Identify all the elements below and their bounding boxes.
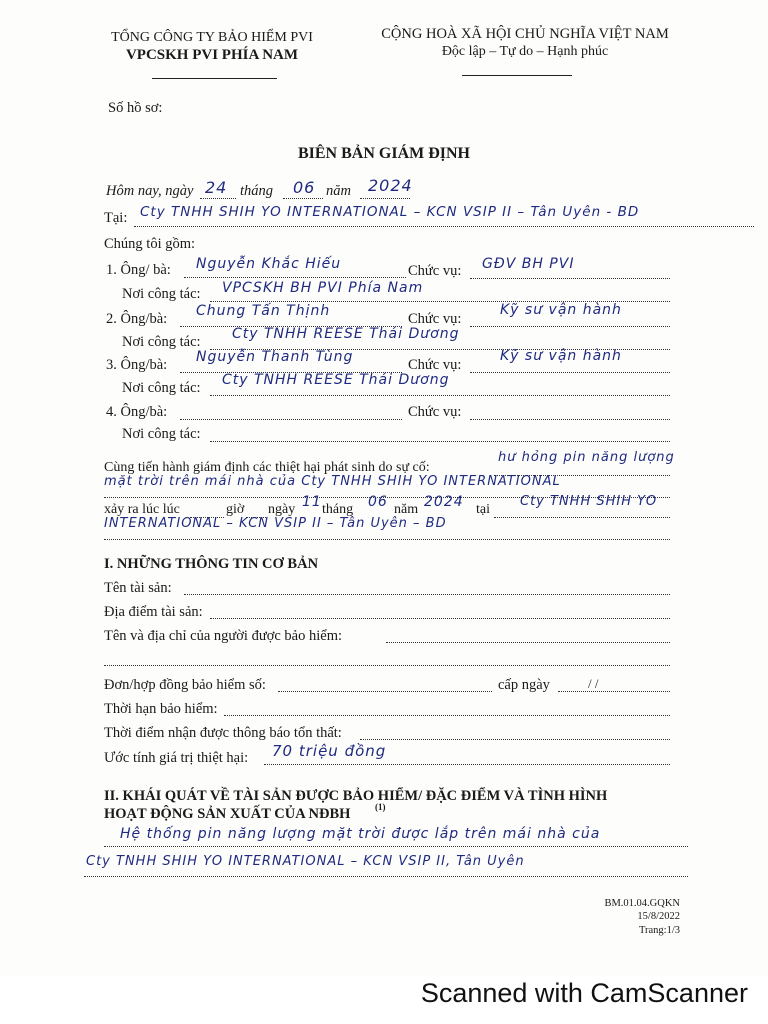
incident-value-2: mặt trời trên mái nhà của Cty TNHH SHIH YO INTERNATIONAL [104,474,561,489]
asset-name-label: Tên tài sản: [104,580,172,596]
section-2-dots-1 [104,846,688,847]
today-label: Hôm nay, ngày [106,183,194,199]
person-4-org-dots [210,441,670,442]
person-4-org-label: Nơi công tác: [122,426,201,442]
incident-day: 11 [302,494,322,510]
section-2-text-1: Hệ thống pin năng lượng mặt trời được lắp trên mái nhà của [120,826,601,842]
month-dots [283,198,323,199]
year-label: năm [326,183,351,199]
location-value: Cty TNHH SHIH YO INTERNATIONAL – KCN VSIP II – Tân Uyên - BD [140,204,640,220]
person-2-org: Cty TNHH REESE Thái Dương [232,326,460,342]
person-1-title-label: Chức vụ: [408,263,462,279]
insurance-period-label: Thời hạn bảo hiểm: [104,701,218,717]
year-value: 2024 [368,176,413,195]
issue-date-slashes: / / [588,676,599,691]
incident-place-1: Cty TNHH SHIH YO [520,494,658,509]
damage-estimate-label: Ước tính giá trị thiệt hại: [104,750,249,766]
person-4-label: 4. Ông/bà: [106,404,168,420]
person-1-name: Nguyễn Khắc Hiếu [196,256,342,272]
insurance-period-dots [224,715,670,716]
we-include-label: Chúng tôi gồm: [104,236,196,252]
form-code: BM.01.04.GQKN [604,898,680,909]
header-right-rule [462,75,572,76]
incident-place-2: INTERNATIONAL – KCN VSIP II – Tân Uyên – BD [104,516,447,531]
policy-no-label: Đơn/hợp đồng bảo hiểm số: [104,677,266,693]
person-3-org-dots [210,395,670,396]
person-3-title-dots [470,372,670,373]
year-dots [360,198,410,199]
person-4-title-dots [470,419,670,420]
location-label: Tại: [104,210,128,226]
damage-estimate-dots [264,764,670,765]
person-4-title-label: Chức vụ: [408,404,462,420]
person-2-org-label: Nơi công tác: [122,334,201,350]
person-1-title: GĐV BH PVI [482,256,575,272]
asset-location-label: Địa điểm tài sản: [104,604,203,620]
asset-name-dots [184,594,670,595]
branch-name: VPCSKH PVI PHÍA NAM [125,47,299,63]
person-2-title-dots [470,326,670,327]
location-dots [134,226,754,227]
issue-date-label: cấp ngày [498,677,550,693]
company-name: TỔNG CÔNG TY BẢO HIỂM PVI [111,30,313,45]
incident-place-dots [494,517,670,518]
section-2-dots-2 [84,876,688,877]
person-3-org-label: Nơi công tác: [122,380,201,396]
month-value: 06 [293,178,316,197]
incident-year: 2024 [424,494,464,510]
person-1-org: VPCSKH BH PVI Phía Nam [222,280,424,296]
section-2-footnote-mark: (1) [375,802,386,812]
person-2-title: Kỹ sư vận hành [500,302,622,318]
incident-at-label: tại [476,502,490,517]
person-2-label: 2. Ông/bà: [106,311,168,327]
person-3-label: 3. Ông/bà: [106,357,168,373]
person-3-title: Kỹ sư vận hành [500,348,622,364]
incident-value-1: hư hỏng pin năng lượng [498,450,675,465]
person-1-org-label: Nơi công tác: [122,286,201,302]
file-number-label: Số hồ sơ: [108,100,163,116]
asset-location-dots [210,618,670,619]
incident-year-label: năm [394,502,419,517]
incident-month-label: tháng [322,502,354,517]
incident-label: Cùng tiến hành giám định các thiệt hại phát sinh do sự cố: [104,460,430,475]
person-4-name-dots [180,419,402,420]
camscanner-watermark: Scanned with CamScanner [420,978,748,1008]
section-1-heading: I. NHỮNG THÔNG TIN CƠ BẢN [104,556,319,572]
form-date: 15/8/2022 [637,911,680,922]
country-name: CỘNG HOÀ XÃ HỘI CHỦ NGHĨA VIỆT NAM [381,26,669,42]
person-3-title-label: Chức vụ: [408,357,462,373]
section-2-heading-line-2: HOẠT ĐỘNG SẢN XUẤT CỦA NĐBH [104,806,351,822]
header-left-rule [152,78,277,79]
insured-name-dots [386,642,670,643]
day-value: 24 [205,178,228,197]
policy-no-dots [278,691,492,692]
section-2-heading-line-1: II. KHÁI QUÁT VỀ TÀI SẢN ĐƯỢC BẢO HIỂM/ ĐẶC ĐIỂM VÀ TÌNH HÌNH [104,788,608,804]
person-3-org: Cty TNHH REESE Thái Dương [222,372,450,388]
person-1-name-dots [184,277,406,278]
person-3-name: Nguyễn Thanh Tùng [196,349,354,365]
damage-estimate-value: 70 triệu đồng [272,742,387,760]
incident-month: 06 [368,494,388,510]
page-title: BIÊN BẢN GIÁM ĐỊNH [297,145,470,162]
person-2-name: Chung Tấn Thịnh [196,303,331,319]
section-2-text-2: Cty TNHH SHIH YO INTERNATIONAL – KCN VSIP II, Tân Uyên [86,854,525,869]
insured-name-dots-2 [104,665,670,666]
person-1-label: 1. Ông/ bà: [106,262,171,278]
day-dots [200,198,236,199]
month-label: tháng [240,183,274,199]
hour-label: giờ [226,502,245,517]
incident-place-dots-2 [104,539,670,540]
national-motto: Độc lập – Tự do – Hạnh phúc [441,44,609,59]
notice-time-label: Thời điểm nhận được thông báo tổn thất: [104,725,342,741]
person-2-title-label: Chức vụ: [408,311,462,327]
issue-date-dots [558,691,670,692]
incident-day-label: ngày [268,502,296,517]
occurred-label: xảy ra lúc lúc [104,502,180,517]
insured-name-label: Tên và địa chỉ của người được bảo hiểm: [104,628,343,644]
person-1-title-dots [470,278,670,279]
notice-time-dots [360,739,670,740]
page-number: Trang:1/3 [638,925,680,936]
